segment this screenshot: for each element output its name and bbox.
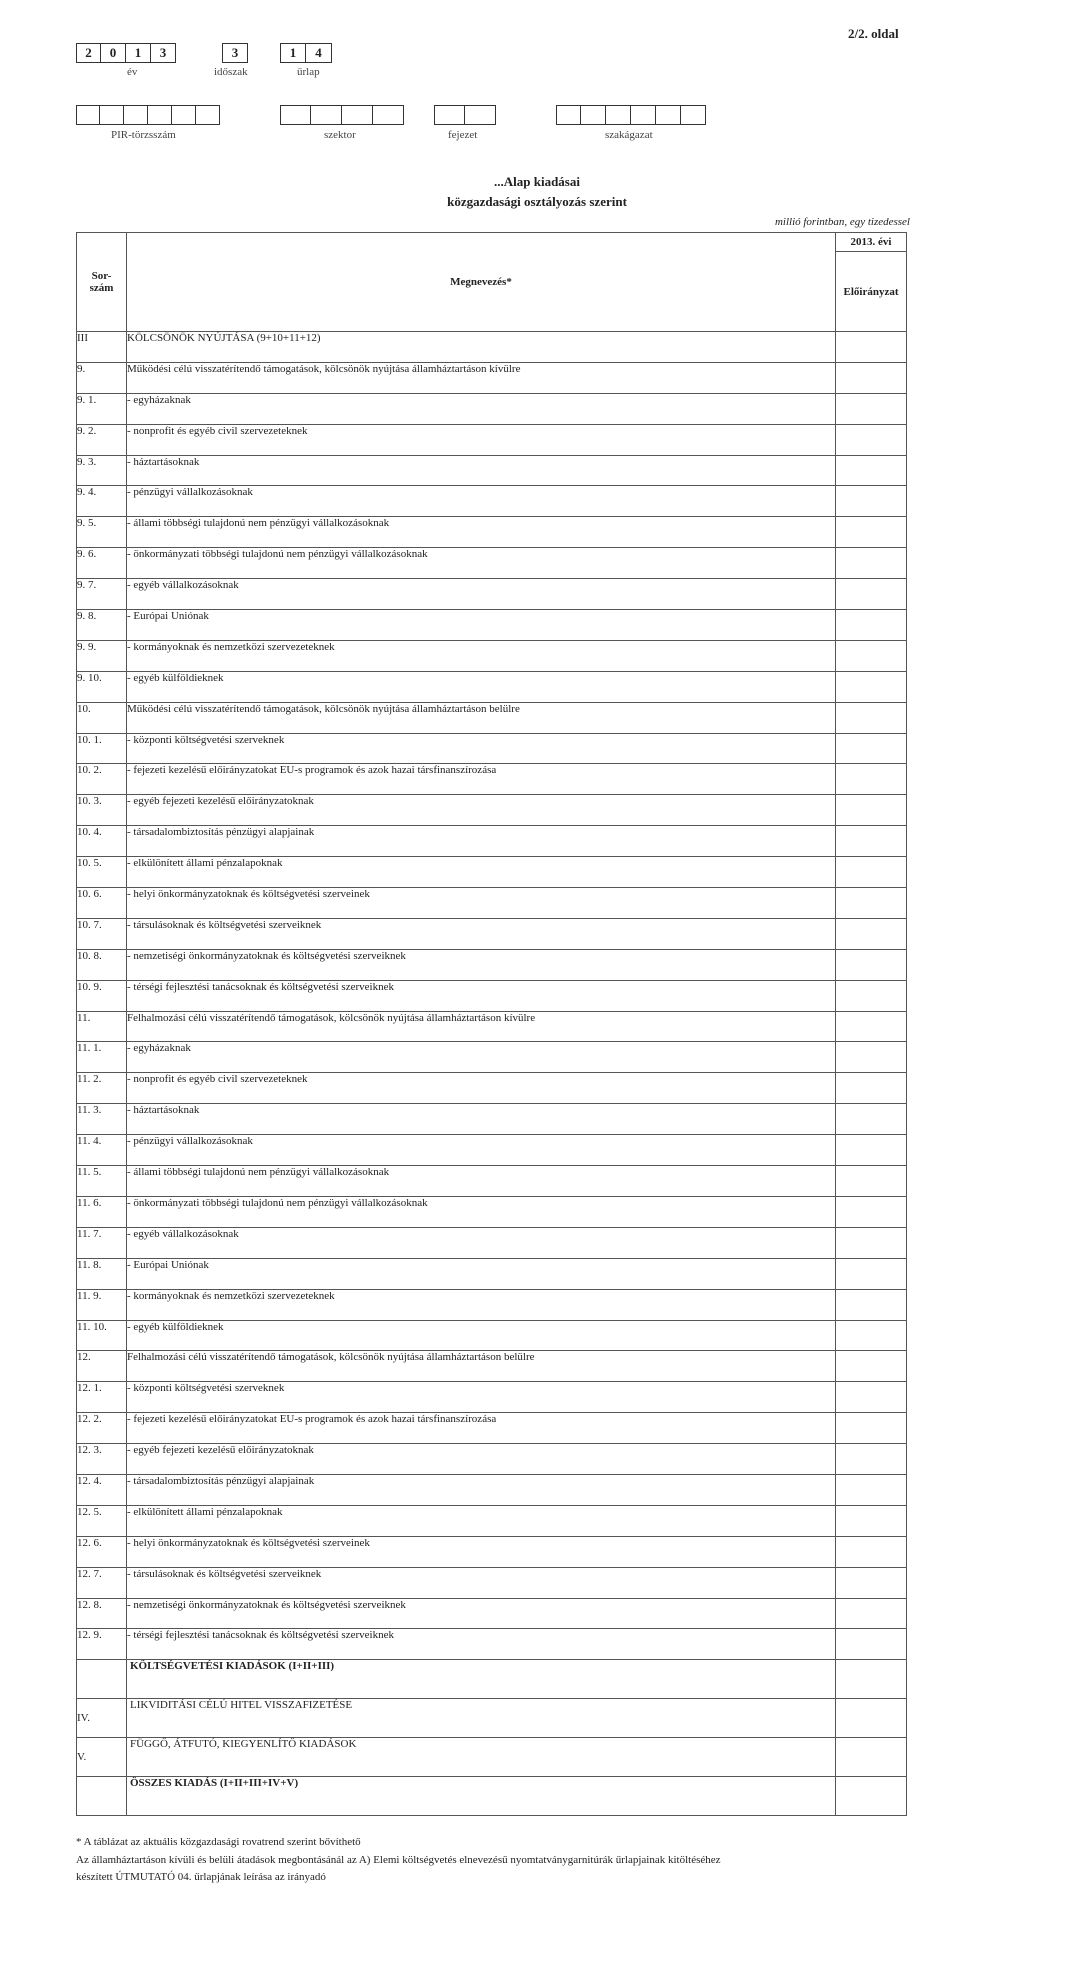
appropriation-cell[interactable] — [836, 764, 907, 795]
row-number: 12. 1. — [77, 1382, 127, 1413]
row-number: 12. 4. — [77, 1474, 127, 1505]
pir-box — [76, 105, 100, 125]
row-number — [77, 1777, 127, 1816]
row-description: Felhalmozási célú visszatérítendő támogatások, kölcsönök nyújtása államháztartáson kívülre — [127, 1011, 836, 1042]
branch-box — [606, 105, 631, 125]
branch-box — [556, 105, 581, 125]
table-row — [77, 980, 907, 1011]
row-number: 9. 4. — [77, 486, 127, 517]
table-row — [77, 1413, 907, 1444]
row-number: 11. 3. — [77, 1104, 127, 1135]
row-description: - társulásoknak és költségvetési szerveiknek — [127, 918, 836, 949]
table-row — [77, 1598, 907, 1629]
row-description: - társadalombiztosítás pénzügyi alapjainak — [127, 1474, 836, 1505]
row-number: 12. 5. — [77, 1505, 127, 1536]
row-description: KÖLCSÖNÖK NYÚJTÁSA (9+10+11+12) — [127, 332, 836, 363]
chapter-boxes — [434, 105, 496, 125]
row-number: 11. — [77, 1011, 127, 1042]
table-row — [77, 702, 907, 733]
row-description: - háztartásoknak — [127, 1104, 836, 1135]
appropriation-cell[interactable] — [836, 1505, 907, 1536]
table-row — [77, 1320, 907, 1351]
appropriation-cell[interactable] — [836, 1413, 907, 1444]
appropriation-cell[interactable] — [836, 1227, 907, 1258]
row-number: 11. 4. — [77, 1135, 127, 1166]
row-number: 12. 9. — [77, 1629, 127, 1660]
table-row — [77, 486, 907, 517]
appropriation-cell[interactable] — [836, 332, 907, 363]
row-number: 11. 2. — [77, 1073, 127, 1104]
footnote-3: készített ÚTMUTATÓ 04. űrlapjának leírása az irányadó — [76, 1871, 326, 1883]
branch-label: szakágazat — [605, 129, 653, 141]
row-number: 9. 7. — [77, 579, 127, 610]
row-description: - nemzetiségi önkormányzatoknak és költségvetési szerveiknek — [127, 949, 836, 980]
row-number: 10. 8. — [77, 949, 127, 980]
table-row — [77, 517, 907, 548]
row-description: - térségi fejlesztési tanácsoknak és költségvetési szerveiknek — [127, 980, 836, 1011]
appropriation-cell[interactable] — [836, 1699, 907, 1738]
row-number: 9. 3. — [77, 455, 127, 486]
row-description: - nonprofit és egyéb civil szervezeteknek — [127, 1073, 836, 1104]
row-description: - központi költségvetési szerveknek — [127, 733, 836, 764]
row-description: - fejezeti kezelésű előirányzatokat EU-s programok és azok hazai társfinanszírozása — [127, 764, 836, 795]
header-year: 2013. évi — [836, 233, 907, 252]
row-description: - kormányoknak és nemzetközi szervezeteknek — [127, 1289, 836, 1320]
year-label: év — [127, 66, 138, 78]
header-appropriation: Előirányzat — [836, 252, 907, 332]
appropriation-cell[interactable] — [836, 548, 907, 579]
table-row — [77, 579, 907, 610]
table-row — [77, 826, 907, 857]
appropriation-cell[interactable] — [836, 1166, 907, 1197]
row-description: - társadalombiztosítás pénzügyi alapjainak — [127, 826, 836, 857]
row-number: 10. 6. — [77, 888, 127, 919]
row-description: - egyéb külföldieknek — [127, 671, 836, 702]
table-row — [77, 640, 907, 671]
table-row — [77, 1505, 907, 1536]
row-description: - egyéb vállalkozásoknak — [127, 1227, 836, 1258]
table-row — [77, 1258, 907, 1289]
appropriation-cell[interactable] — [836, 1289, 907, 1320]
row-description: ÖSSZES KIADÁS (I+II+III+IV+V) — [127, 1777, 836, 1816]
expenditure-table — [76, 232, 907, 1816]
appropriation-cell[interactable] — [836, 1258, 907, 1289]
appropriation-cell[interactable] — [836, 1474, 907, 1505]
appropriation-cell[interactable] — [836, 795, 907, 826]
row-description: - Európai Uniónak — [127, 610, 836, 641]
row-number: 12. — [77, 1351, 127, 1382]
row-number: 11. 5. — [77, 1166, 127, 1197]
table-row — [77, 455, 907, 486]
table-row — [77, 1196, 907, 1227]
appropriation-cell[interactable] — [836, 733, 907, 764]
chapter-label: fejezet — [448, 129, 478, 141]
row-description: - önkormányzati többségi tulajdonú nem pénzügyi vállalkozásoknak — [127, 1196, 836, 1227]
row-number: 9. 5. — [77, 517, 127, 548]
pir-boxes — [76, 105, 220, 125]
row-number: 9. 9. — [77, 640, 127, 671]
row-number: 11. 7. — [77, 1227, 127, 1258]
row-description: - nemzetiségi önkormányzatoknak és költségvetési szerveiknek — [127, 1598, 836, 1629]
row-description: - elkülönített állami pénzalapoknak — [127, 857, 836, 888]
row-number: 9. 8. — [77, 610, 127, 641]
row-description: - Európai Uniónak — [127, 1258, 836, 1289]
appropriation-cell[interactable] — [836, 1629, 907, 1660]
appropriation-cell[interactable] — [836, 640, 907, 671]
row-number: IV. — [77, 1699, 127, 1738]
table-row — [77, 949, 907, 980]
table-row — [77, 1135, 907, 1166]
appropriation-cell[interactable] — [836, 1567, 907, 1598]
row-number: 9. 10. — [77, 671, 127, 702]
table-row — [77, 362, 907, 393]
row-description: Működési célú visszatérítendő támogatások, kölcsönök nyújtása államháztartáson kívülre — [127, 362, 836, 393]
year-boxes — [76, 43, 176, 63]
table-row — [77, 1382, 907, 1413]
appropriation-cell[interactable] — [836, 949, 907, 980]
appropriation-cell[interactable] — [836, 1073, 907, 1104]
table-row — [77, 1011, 907, 1042]
table-row — [77, 888, 907, 919]
appropriation-cell[interactable] — [836, 702, 907, 733]
row-number: 10. 4. — [77, 826, 127, 857]
row-number: 11. 10. — [77, 1320, 127, 1351]
appropriation-cell[interactable] — [836, 1738, 907, 1777]
table-row — [77, 1536, 907, 1567]
chapter-box — [465, 105, 496, 125]
summary-row — [77, 1660, 907, 1699]
period-label: időszak — [214, 66, 248, 78]
period-boxes — [222, 43, 248, 63]
row-number: 12. 7. — [77, 1567, 127, 1598]
appropriation-cell[interactable] — [836, 857, 907, 888]
row-description: - egyéb külföldieknek — [127, 1320, 836, 1351]
footnote-1: * A táblázat az aktuális közgazdasági rovatrend szerint bővíthető — [76, 1836, 361, 1848]
header-description: Megnevezés* — [127, 233, 836, 332]
appropriation-cell[interactable] — [836, 1320, 907, 1351]
sector-box — [311, 105, 342, 125]
form-label: űrlap — [297, 66, 320, 78]
row-description: - helyi önkormányzatoknak és költségvetési szerveinek — [127, 888, 836, 919]
summary-row — [77, 1738, 907, 1777]
appropriation-cell[interactable] — [836, 1351, 907, 1382]
row-number — [77, 1660, 127, 1699]
row-number: 10. 9. — [77, 980, 127, 1011]
row-number: V. — [77, 1738, 127, 1777]
row-number: 12. 6. — [77, 1536, 127, 1567]
appropriation-cell[interactable] — [836, 918, 907, 949]
row-number: 9. 6. — [77, 548, 127, 579]
row-description: - társulásoknak és költségvetési szerveiknek — [127, 1567, 836, 1598]
table-row — [77, 1289, 907, 1320]
row-number: 10. 2. — [77, 764, 127, 795]
table-row — [77, 1104, 907, 1135]
form-digit-box: 4 — [306, 43, 332, 63]
appropriation-cell[interactable] — [836, 980, 907, 1011]
table-row — [77, 795, 907, 826]
row-description: - pénzügyi vállalkozásoknak — [127, 486, 836, 517]
row-description: - elkülönített állami pénzalapoknak — [127, 1505, 836, 1536]
row-number: 10. 7. — [77, 918, 127, 949]
pir-box — [172, 105, 196, 125]
year-digit-box: 1 — [126, 43, 151, 63]
row-number: 9. — [77, 362, 127, 393]
row-description: Működési célú visszatérítendő támogatások, kölcsönök nyújtása államháztartáson belülre — [127, 702, 836, 733]
row-description: - állami többségi tulajdonú nem pénzügyi vállalkozásoknak — [127, 1166, 836, 1197]
appropriation-cell[interactable] — [836, 1042, 907, 1073]
row-description: - egyházaknak — [127, 1042, 836, 1073]
row-number: 10. 3. — [77, 795, 127, 826]
row-description: - pénzügyi vállalkozásoknak — [127, 1135, 836, 1166]
row-number: 10. 1. — [77, 733, 127, 764]
sector-label: szektor — [324, 129, 356, 141]
year-digit-box: 2 — [76, 43, 101, 63]
table-row — [77, 1073, 907, 1104]
table-row — [77, 764, 907, 795]
appropriation-cell[interactable] — [836, 1011, 907, 1042]
appropriation-cell[interactable] — [836, 455, 907, 486]
page-number: 2/2. oldal — [848, 26, 899, 41]
sector-box — [373, 105, 404, 125]
appropriation-cell[interactable] — [836, 1196, 907, 1227]
branch-box — [631, 105, 656, 125]
row-description: - fejezeti kezelésű előirányzatokat EU-s programok és azok hazai társfinanszírozása — [127, 1413, 836, 1444]
row-number: 10. 5. — [77, 857, 127, 888]
page-title: ...Alap kiadásai — [494, 174, 580, 189]
table-row — [77, 1444, 907, 1475]
table-row — [77, 733, 907, 764]
appropriation-cell[interactable] — [836, 671, 907, 702]
table-row — [77, 393, 907, 424]
row-number: III — [77, 332, 127, 363]
row-number: 12. 3. — [77, 1444, 127, 1475]
row-description: - háztartásoknak — [127, 455, 836, 486]
sector-box — [280, 105, 311, 125]
appropriation-cell[interactable] — [836, 579, 907, 610]
appropriation-cell[interactable] — [836, 1598, 907, 1629]
table-row — [77, 610, 907, 641]
pir-box — [124, 105, 148, 125]
row-description: - egyházaknak — [127, 393, 836, 424]
branch-box — [656, 105, 681, 125]
appropriation-cell[interactable] — [836, 1382, 907, 1413]
row-description: - térségi fejlesztési tanácsoknak és költségvetési szerveiknek — [127, 1629, 836, 1660]
row-number: 11. 1. — [77, 1042, 127, 1073]
appropriation-cell[interactable] — [836, 888, 907, 919]
row-number: 12. 8. — [77, 1598, 127, 1629]
form-boxes — [280, 43, 332, 63]
row-description: LIKVIDITÁSI CÉLÚ HITEL VISSZAFIZETÉSE — [127, 1699, 836, 1738]
pir-box — [100, 105, 124, 125]
appropriation-cell[interactable] — [836, 1104, 907, 1135]
table-row — [77, 918, 907, 949]
table-row — [77, 1567, 907, 1598]
page-subtitle: közgazdasági osztályozás szerint — [447, 194, 627, 209]
pir-label: PIR-törzsszám — [111, 129, 176, 141]
row-description: - önkormányzati többségi tulajdonú nem pénzügyi vállalkozásoknak — [127, 548, 836, 579]
row-description: - egyéb fejezeti kezelésű előirányzatoknak — [127, 795, 836, 826]
row-number: 9. 2. — [77, 424, 127, 455]
row-description: - nonprofit és egyéb civil szervezeteknek — [127, 424, 836, 455]
sector-box — [342, 105, 373, 125]
chapter-box — [434, 105, 465, 125]
row-description: KÖLTSÉGVETÉSI KIADÁSOK (I+II+III) — [127, 1660, 836, 1699]
table-header-row — [77, 233, 907, 252]
row-description: Felhalmozási célú visszatérítendő támogatások, kölcsönök nyújtása államháztartáson belülre — [127, 1351, 836, 1382]
appropriation-cell[interactable] — [836, 610, 907, 641]
branch-box — [681, 105, 706, 125]
appropriation-cell[interactable] — [836, 1660, 907, 1699]
table-row — [77, 1166, 907, 1197]
appropriation-cell[interactable] — [836, 826, 907, 857]
row-description: FÜGGŐ, ÁTFUTÓ, KIEGYENLÍTŐ KIADÁSOK — [127, 1738, 836, 1777]
header-row-number: Sor- szám — [77, 233, 127, 332]
summary-row — [77, 1699, 907, 1738]
appropriation-cell[interactable] — [836, 1536, 907, 1567]
row-description: - egyéb fejezeti kezelésű előirányzatoknak — [127, 1444, 836, 1475]
appropriation-cell[interactable] — [836, 1135, 907, 1166]
unit-note: millió forintban, egy tizedessel — [774, 216, 910, 228]
footnote-2: Az államháztartáson kívüli és belüli átadások megbontásánál az A) Elemi költségvetés elnevezésű nyomtatványgarnitúrák űrlapjainak kitöltéséhez — [76, 1854, 721, 1866]
appropriation-cell[interactable] — [836, 1444, 907, 1475]
sector-boxes — [280, 105, 404, 125]
row-number: 11. 8. — [77, 1258, 127, 1289]
appropriation-cell[interactable] — [836, 517, 907, 548]
table-row — [77, 1474, 907, 1505]
appropriation-cell[interactable] — [836, 486, 907, 517]
form-digit-box: 1 — [280, 43, 306, 63]
table-row — [77, 548, 907, 579]
pir-box — [148, 105, 172, 125]
summary-row — [77, 1777, 907, 1816]
appropriation-cell[interactable] — [836, 1777, 907, 1816]
row-number: 10. — [77, 702, 127, 733]
row-description: - helyi önkormányzatoknak és költségvetési szerveinek — [127, 1536, 836, 1567]
year-digit-box: 3 — [151, 43, 176, 63]
appropriation-cell[interactable] — [836, 424, 907, 455]
row-description: - állami többségi tulajdonú nem pénzügyi vállalkozásoknak — [127, 517, 836, 548]
appropriation-cell[interactable] — [836, 362, 907, 393]
table-row — [77, 857, 907, 888]
row-number: 11. 6. — [77, 1196, 127, 1227]
appropriation-cell[interactable] — [836, 393, 907, 424]
row-number: 12. 2. — [77, 1413, 127, 1444]
row-number: 9. 1. — [77, 393, 127, 424]
table-row — [77, 1629, 907, 1660]
table-row — [77, 424, 907, 455]
table-row — [77, 1351, 907, 1382]
row-description: - kormányoknak és nemzetközi szervezeteknek — [127, 640, 836, 671]
row-description: - egyéb vállalkozásoknak — [127, 579, 836, 610]
branch-boxes — [556, 105, 706, 125]
table-row — [77, 671, 907, 702]
table-row — [77, 1227, 907, 1258]
row-description: - központi költségvetési szerveknek — [127, 1382, 836, 1413]
pir-box — [196, 105, 220, 125]
table-row — [77, 332, 907, 363]
branch-box — [581, 105, 606, 125]
period-digit-box: 3 — [222, 43, 248, 63]
row-number: 11. 9. — [77, 1289, 127, 1320]
year-digit-box: 0 — [101, 43, 126, 63]
table-row — [77, 1042, 907, 1073]
